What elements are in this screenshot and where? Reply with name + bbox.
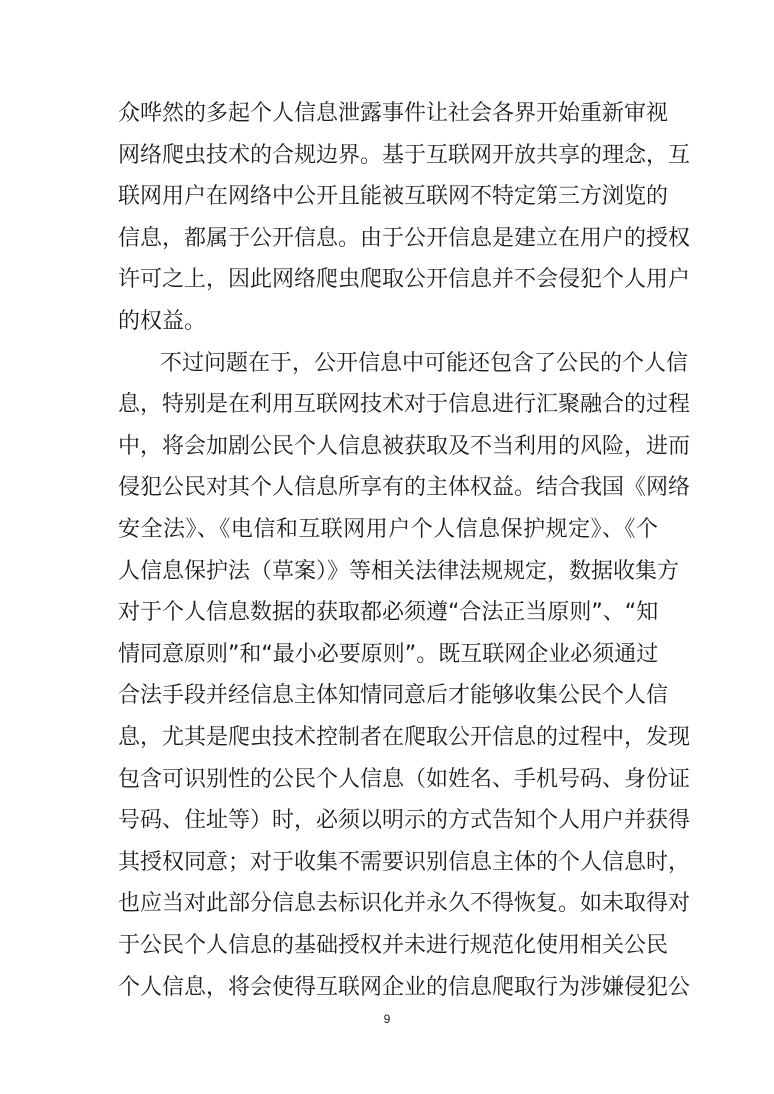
text-line: 人信息保护法（草案）》等相关法律法规规定，数据收集方 (118, 558, 680, 584)
text-line: 许可之上，因此网络爬虫爬取公开信息并不会侵犯个人用户 (118, 267, 691, 293)
text-line: 的权益。 (118, 309, 207, 334)
text-line: 侵犯公民对其个人信息所享有的主体权益。结合我国《网络 (118, 475, 691, 501)
text-line: 众哗然的多起个人信息泄露事件让社会各界开始重新审视 (118, 101, 669, 126)
text-line: 息，特别是在利用互联网技术对于信息进行汇聚融合的过程 (118, 392, 691, 418)
text-line: 中，将会加剧公民个人信息被获取及不当利用的风险，进而 (118, 433, 691, 459)
text-line: 不过问题在于，公开信息中可能还包含了公民的个人信 (160, 350, 689, 376)
text-line: 情同意原则”和“最小必要原则”。既互联网企业必须通过 (118, 641, 659, 667)
text-line: 安全法》、《电信和互联网用户个人信息保护规定》、《个 (118, 517, 658, 542)
page-number: 9 (383, 1012, 391, 1026)
text-line: 信息，都属于公开信息。由于公开信息是建立在用户的授权 (118, 225, 691, 251)
text-line: 个人信息，将会使得互联网企业的信息爬取行为涉嫌侵犯公 (118, 974, 691, 1000)
text-line: 其授权同意；对于收集不需要识别信息主体的个人信息时， (118, 849, 691, 875)
text-line: 于公民个人信息的基础授权并未进行规范化使用相关公民 (118, 933, 669, 958)
text-line: 号码、住址等）时，必须以明示的方式告知个人用户并获得 (118, 808, 691, 834)
text-line: 对于个人信息数据的获取都必须遵“合法正当原则”、“知 (118, 600, 659, 626)
text-line: 息，尤其是爬虫技术控制者在爬取公开信息的过程中，发现 (118, 725, 691, 750)
text-line: 联网用户在网络中公开且能被互联网不特定第三方浏览的 (118, 184, 669, 210)
text-line: 也应当对此部分信息去标识化并永久不得恢复。如未取得对 (118, 891, 691, 917)
text-line: 合法手段并经信息主体知情同意后才能够收集公民个人信 (118, 683, 669, 709)
text-line: 网络爬虫技术的合规边界。基于互联网开放共享的理念，互 (118, 142, 691, 168)
text-line: 包含可识别性的公民个人信息（如姓名、手机号码、身份证 (118, 766, 691, 792)
